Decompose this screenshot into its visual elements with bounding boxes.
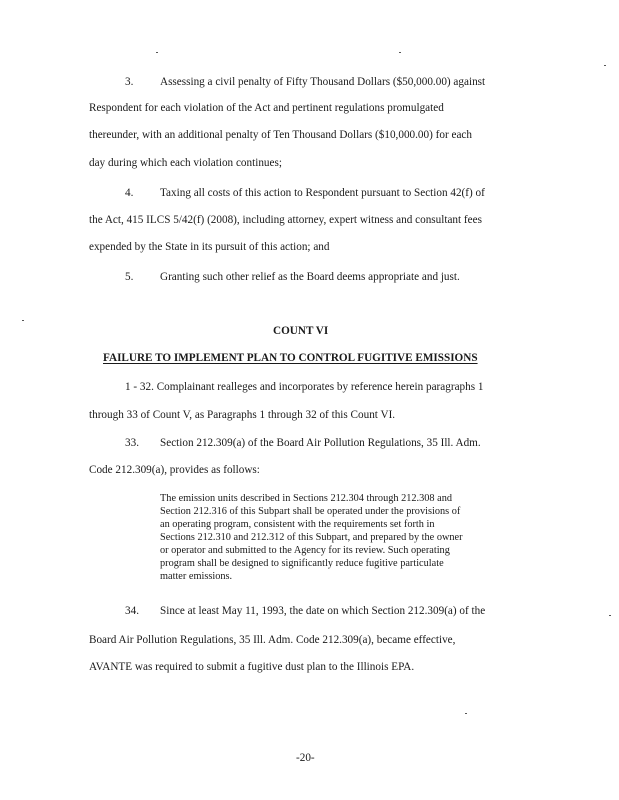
item-4-number: 4. — [125, 187, 134, 199]
paragraph-33-line: Section 212.309(a) of the Board Air Pollution Regulations, 35 Ill. Adm. — [160, 437, 481, 449]
section-heading: FAILURE TO IMPLEMENT PLAN TO CONTROL FUGITIVE EMISSIONS — [103, 352, 478, 364]
scan-speck — [604, 65, 606, 66]
item-5-line: Granting such other relief as the Board deems appropriate and just. — [160, 271, 460, 283]
block-quote-line: an operating program, consistent with the requirements set forth in — [160, 519, 435, 530]
page-number: -20- — [296, 752, 315, 764]
item-3-line: thereunder, with an additional penalty of Ten Thousand Dollars ($10,000.00) for each — [89, 129, 472, 141]
scan-speck — [609, 615, 611, 616]
item-3-number: 3. — [125, 76, 134, 88]
item-4-line: the Act, 415 ILCS 5/42(f) (2008), including attorney, expert witness and consultant fees — [89, 214, 482, 226]
paragraph-34-line: Since at least May 11, 1993, the date on which Section 212.309(a) of the — [160, 605, 486, 617]
paragraph-33-line: Code 212.309(a), provides as follows: — [89, 464, 260, 476]
paragraph-34-line: AVANTE was required to submit a fugitive dust plan to the Illinois EPA. — [89, 661, 415, 673]
block-quote-line: program shall be designed to significantly reduce fugitive particulate — [160, 558, 444, 569]
paragraph-33-number: 33. — [125, 437, 139, 449]
block-quote-line: Sections 212.310 and 212.312 of this Subpart, and prepared by the owner — [160, 532, 463, 543]
scan-speck — [465, 713, 467, 714]
block-quote-line: Section 212.316 of this Subpart shall be operated under the provisions of — [160, 506, 461, 517]
item-5-number: 5. — [125, 271, 134, 283]
paragraph-1-32-line: through 33 of Count V, as Paragraphs 1 through 32 of this Count VI. — [89, 409, 396, 421]
block-quote-line: The emission units described in Sections 212.304 through 212.308 and — [160, 493, 452, 504]
item-4-line: Taxing all costs of this action to Respondent pursuant to Section 42(f) of — [160, 187, 485, 199]
scan-speck — [22, 320, 24, 321]
scan-speck — [399, 52, 401, 53]
paragraph-34-line: Board Air Pollution Regulations, 35 Ill. Adm. Code 212.309(a), became effective, — [89, 634, 456, 646]
paragraph-34-number: 34. — [125, 605, 139, 617]
block-quote-line: or operator and submitted to the Agency for its review. Such operating — [160, 545, 450, 556]
scan-speck — [156, 52, 158, 53]
paragraph-1-32-line: 1 - 32. Complainant realleges and incorporates by reference herein paragraphs 1 — [125, 381, 484, 393]
item-4-line: expended by the State in its pursuit of this action; and — [89, 241, 330, 253]
item-3-line: day during which each violation continues; — [89, 157, 282, 169]
block-quote-line: matter emissions. — [160, 571, 233, 582]
item-3-line: Assessing a civil penalty of Fifty Thousand Dollars ($50,000.00) against — [160, 76, 486, 88]
count-heading: COUNT VI — [273, 325, 329, 337]
item-3-line: Respondent for each violation of the Act and pertinent regulations promulgated — [89, 102, 444, 114]
